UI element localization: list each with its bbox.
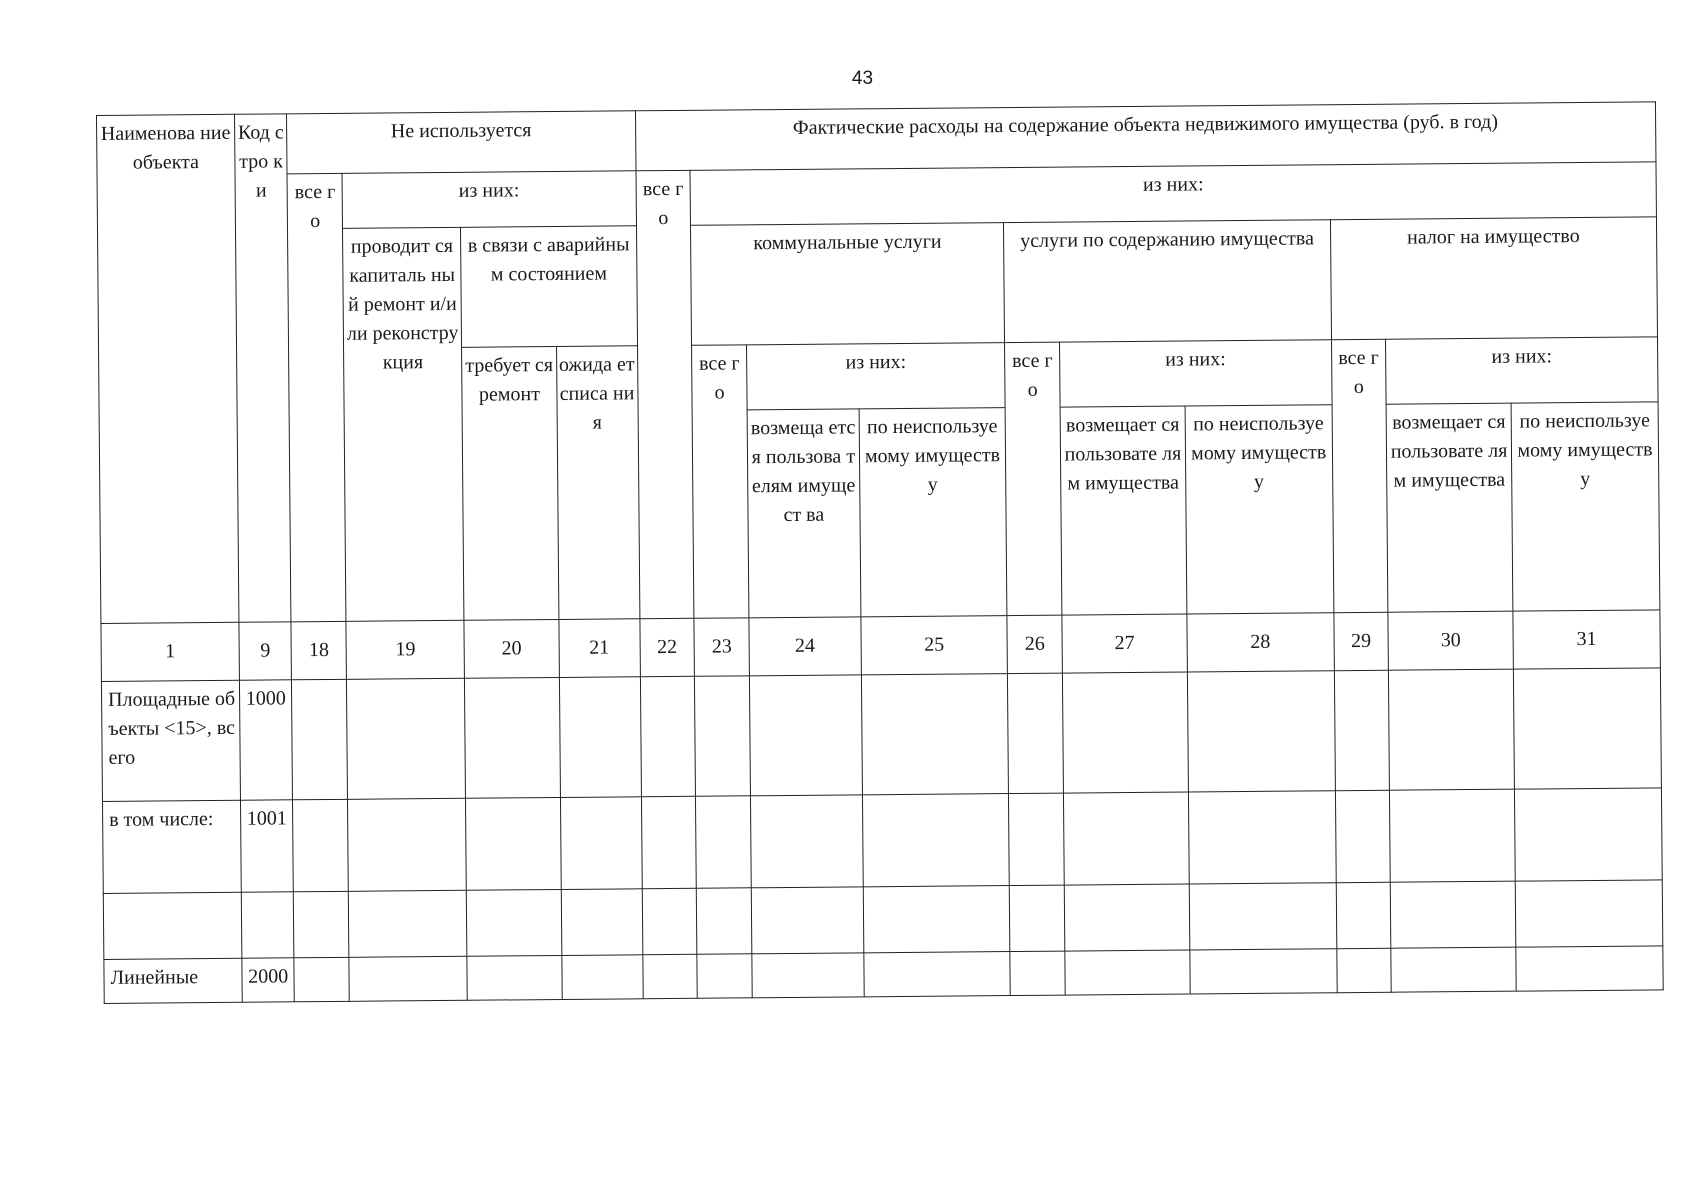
data-cell xyxy=(642,954,697,998)
header-tax-of-them: из них: xyxy=(1386,337,1658,404)
data-cell xyxy=(561,889,643,956)
data-cell xyxy=(1390,881,1515,948)
data-cell xyxy=(294,957,349,1001)
data-cell xyxy=(348,798,467,891)
data-cell xyxy=(749,675,862,796)
data-cell xyxy=(293,799,349,891)
column-number: 1 xyxy=(101,622,239,681)
column-number: 25 xyxy=(861,616,1008,675)
column-number: 26 xyxy=(1007,615,1062,673)
data-cell xyxy=(467,889,562,956)
data-cell xyxy=(1390,789,1516,882)
header-utilities-of-them: из них: xyxy=(747,343,1006,410)
column-number: 30 xyxy=(1388,611,1513,670)
data-cell xyxy=(560,797,642,890)
table-row xyxy=(101,668,1661,802)
header-utilities: коммунальные услуги xyxy=(691,223,1005,346)
column-number: 29 xyxy=(1333,612,1388,670)
data-cell xyxy=(1189,883,1336,950)
header-maintenance-reimbursed: возмещает ся пользовате лям имущества xyxy=(1060,406,1187,615)
column-number: 23 xyxy=(694,618,749,676)
header-not-used-total: все го xyxy=(287,173,346,621)
data-cell xyxy=(640,676,696,796)
data-cell xyxy=(467,955,562,1000)
header-not-used: Не используется xyxy=(287,111,636,174)
row-object-name xyxy=(103,892,241,959)
data-cell xyxy=(641,796,697,888)
data-cell xyxy=(1064,792,1190,885)
data-cell xyxy=(1010,885,1065,951)
header-utilities-reimbursed: возмеща ется пользова телям имущест ва xyxy=(747,409,860,618)
row-code: 1001 xyxy=(240,800,293,892)
row-code: 2000 xyxy=(242,958,295,1002)
row-code xyxy=(241,892,294,958)
page-number: 43 xyxy=(851,68,874,89)
header-maintenance: услуги по содержанию имущества xyxy=(1004,220,1331,343)
data-cell xyxy=(294,891,349,957)
column-number: 27 xyxy=(1062,614,1187,673)
data-cell xyxy=(642,888,697,954)
data-cell xyxy=(1336,948,1391,992)
header-utilities-unused: по неиспользуе мому имуществу xyxy=(859,408,1007,617)
data-cell xyxy=(1335,790,1391,882)
data-cell xyxy=(1513,668,1661,789)
data-cell xyxy=(349,956,468,1001)
data-cell xyxy=(1062,672,1188,793)
column-number: 19 xyxy=(346,620,465,679)
data-cell xyxy=(1010,951,1065,995)
table-row xyxy=(102,788,1662,894)
report-table-container xyxy=(96,101,1664,1004)
column-number: 31 xyxy=(1513,610,1660,669)
data-cell xyxy=(861,674,1009,795)
header-tax-total: все го xyxy=(1331,339,1388,612)
report-table xyxy=(96,101,1664,1004)
header-property-tax: налог на имущество xyxy=(1330,217,1658,340)
header-repair-needed: требует ся ремонт xyxy=(462,346,559,620)
data-cell xyxy=(466,797,561,890)
data-cell xyxy=(347,678,466,799)
header-emergency: в связи с аварийным состоянием xyxy=(461,226,637,348)
data-cell xyxy=(1514,788,1662,881)
row-object-name: Площадные объекты <15>, всего xyxy=(101,680,240,801)
data-cell xyxy=(697,888,752,954)
data-cell xyxy=(1334,670,1390,790)
data-cell xyxy=(697,954,752,998)
header-object-name: Наименова ние объекта xyxy=(97,114,239,623)
data-cell xyxy=(750,795,862,888)
column-number: 9 xyxy=(239,622,292,680)
data-cell xyxy=(751,887,863,954)
header-costs-total: все го xyxy=(636,170,695,618)
row-code: 1000 xyxy=(239,680,293,800)
data-cell xyxy=(465,677,560,798)
data-cell xyxy=(1188,791,1335,884)
header-capital-repair: проводит ся капиталь ный ремонт и/или реконстру кция xyxy=(343,227,465,621)
data-cell xyxy=(561,955,642,1000)
column-number: 22 xyxy=(639,618,694,676)
header-awaiting-writeoff: ожида ет списа ния xyxy=(556,346,639,620)
data-cell xyxy=(292,679,348,799)
data-cell xyxy=(1515,880,1663,947)
column-number: 18 xyxy=(291,621,346,679)
header-row-code: Код стро ки xyxy=(234,114,291,622)
data-cell xyxy=(1336,882,1391,948)
data-cell xyxy=(1064,884,1189,951)
data-cell xyxy=(1516,946,1663,991)
header-tax-reimbursed: возмещает ся пользовате лям имущества xyxy=(1386,403,1513,612)
data-cell xyxy=(1190,949,1337,994)
data-cell xyxy=(752,953,864,998)
data-cell xyxy=(1391,947,1516,992)
column-number: 21 xyxy=(558,619,640,678)
header-maintenance-unused: по неиспользуе мому имуществу xyxy=(1185,405,1333,614)
header-maintenance-total: все го xyxy=(1005,342,1062,615)
data-cell xyxy=(863,886,1010,953)
data-cell xyxy=(1389,669,1515,790)
data-cell xyxy=(1065,950,1190,995)
row-object-name: Линейные xyxy=(104,958,242,1003)
header-maintenance-of-them: из них: xyxy=(1060,340,1332,407)
data-cell xyxy=(1008,673,1064,793)
data-cell xyxy=(695,676,751,796)
column-number: 24 xyxy=(749,617,861,676)
header-tax-unused: по неиспользуе мому имуществу xyxy=(1511,402,1660,611)
data-cell xyxy=(696,796,752,888)
data-cell xyxy=(1187,671,1335,792)
column-number: 20 xyxy=(464,619,559,678)
header-utilities-total: все го xyxy=(692,345,749,618)
data-cell xyxy=(1009,793,1065,885)
header-not-used-of-them: из них: xyxy=(342,171,636,229)
data-cell xyxy=(864,952,1011,997)
column-number: 28 xyxy=(1187,613,1334,672)
data-cell xyxy=(348,890,467,957)
data-cell xyxy=(559,677,641,798)
header-actual-costs: Фактические расходы на содержание объекта недвижимого имущества (руб. в год) xyxy=(635,102,1656,171)
header-costs-of-them: из них: xyxy=(690,162,1656,225)
row-object-name: в том числе: xyxy=(102,800,241,893)
data-cell xyxy=(862,794,1009,887)
